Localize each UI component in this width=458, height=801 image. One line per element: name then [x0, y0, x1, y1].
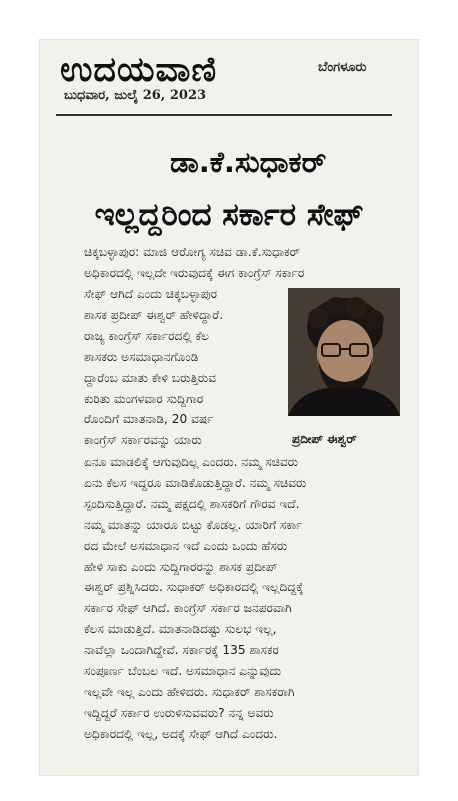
photo-caption: ಪ್ರದೀಪ್ ಈಶ್ವರ್	[292, 432, 357, 446]
portrait-photo	[288, 288, 400, 416]
article-line: ಕಾಂಗ್ರೆಸ್ ಸರ್ಕಾರವನ್ನು ಯಾರು	[84, 433, 202, 448]
headline-line-2: ಇಲ್ಲದ್ದರಿಂದ ಸರ್ಕಾರ ಸೇಫ್	[94, 197, 364, 233]
article-line: ರಾಜ್ಯ ಕಾಂಗ್ರೆಸ್ ಸರ್ಕಾರದಲ್ಲಿ ಕೆಲ	[84, 328, 210, 343]
article-line: ದ್ದಾರೆಂಬ ಮಾತು ಕೇಳಿ ಬರುತ್ತಿರುವ	[84, 370, 217, 385]
article-line: ರದ ಮೇಲೆ ಅಸಮಾಧಾನ ಇದೆ ಎಂದು ಒಂದು ಹೆಸರು	[84, 538, 288, 553]
article-line: ರೊಂದಿಗೆ ಮಾತನಾಡಿ, 20 ವರ್ಷ	[84, 412, 214, 427]
article-line: ಅಧಿಕಾರದಲ್ಲಿ ಇಲ್ಲದೇ ಇರುವುದಕ್ಕೆ ಈಗ ಕಾಂಗ್ರೆಸ್ ಸರ್ಕಾರ	[84, 265, 305, 280]
article-line: ಶಾಸಕರು ಅಸಮಾಧಾನಗೊಂಡಿ	[84, 349, 199, 364]
article-line: ಕೆಲಸ ಮಾಡುತ್ತಿದೆ. ಮಾತನಾಡಿದಷ್ಟು ಸುಲಭ ಇಲ್ಲ,	[84, 622, 277, 637]
headline-line-1: ಡಾ.ಕೆ.ಸುಧಾಕರ್	[170, 145, 327, 179]
article-line: ಇಲ್ಲವೇ ಇಲ್ಲ ಎಂದು ಹೇಳಿದರು. ಸುಧಾಕರ್ ಶಾಸಕರಾಗಿ	[84, 684, 295, 699]
edition-city: ಬೆಂಗಳೂರು	[318, 60, 367, 75]
article-line: ಕುರಿತು ಮಂಗಳವಾರ ಸುದ್ದಿಗಾರ	[84, 391, 204, 406]
article-body-top	[84, 242, 409, 284]
article-line: ಇದ್ದಿದ್ದರೆ ಸರ್ಕಾರ ಉರುಳಿಸುವವರು? ನನ್ನ ಅವರು	[84, 705, 274, 720]
article-line: ಹೇಳಿ ಸಾಕು ಎಂದು ಸುದ್ದಿಗಾರರನ್ನು ಶಾಸಕ ಪ್ರದೀಪ್	[84, 559, 278, 574]
article-line: ನಾವೆಲ್ಲಾ ಒಂದಾಗಿದ್ದೇವೆ. ಸರ್ಕಾರಕ್ಕೆ 135 ಶಾಸಕರ	[84, 643, 279, 658]
article-line: ನಮ್ಮ ಮಾತನ್ನು ಯಾರೂ ಬಿಟ್ಟು ಕೊಡಲ್ಲ. ಯಾರಿಗೆ ಸರ್ಕಾ	[84, 517, 303, 532]
article-line: ಅಧಿಕಾರದಲ್ಲಿ ಇಲ್ಲ, ಅದಕ್ಕೆ ಸೇಫ್ ಆಗಿದೆ ಎಂದರು.	[84, 726, 278, 741]
article-body-bottom	[84, 452, 409, 745]
article-line: ಶಾಸಕ ಪ್ರದೀಪ್ ಈಶ್ವರ್ ಹೇಳಿದ್ದಾರೆ.	[84, 307, 224, 322]
masthead-rule	[56, 114, 392, 116]
article-body-narrow	[84, 284, 280, 451]
article-line: ಸಂಪೂರ್ಣ ಬೆಂಬಲ ಇದೆ. ಅಸಮಾಧಾನ ಎನ್ನುವುದು	[84, 664, 282, 679]
article-line: ಸರ್ಕಾರ ಸೇಫ್ ಆಗಿದೆ. ಕಾಂಗ್ರೆಸ್ ಸರ್ಕಾರ ಜನಪರವಾಗಿ	[84, 601, 292, 616]
article-line: ಸ್ಪಂದಿಸುತ್ತಿದ್ದಾರೆ. ನಮ್ಮ ಪಕ್ಷದಲ್ಲಿ ಶಾಸಕರಿಗೆ ಗೌರವ ಇದೆ.	[84, 496, 300, 511]
article-line: ಈಶ್ವರ್ ಪ್ರಶ್ನಿಸಿದರು. ಸುಧಾಕರ್ ಅಧಿಕಾರದಲ್ಲಿ ಇಲ್ಲದಿದ್ದಕ್ಕೆ	[84, 580, 304, 595]
portrait-image	[288, 288, 400, 416]
article-line: ಏನು ಕೆಲಸ ಇದ್ದರೂ ಮಾಡಿಕೊಡುತ್ತಿದ್ದಾರೆ. ನಮ್ಮ ಸಚಿವರು	[84, 475, 307, 490]
masthead-title: ಉದಯವಾಣಿ	[60, 50, 218, 90]
article-line: ಸೇಫ್ ಆಗಿದೆ ಎಂದು ಚಿಕ್ಕಬಳ್ಳಾಪುರ	[84, 287, 218, 301]
edition-date: ಬುಧವಾರ, ಜುಲೈ 26, 2023	[64, 88, 207, 103]
article-line: ಚಿಕ್ಕಬಳ್ಳಾಪುರ: ಮಾಜಿ ಆರೋಗ್ಯ ಸಚಿವ ಡಾ.ಕೆ.ಸುಧಾಕರ್	[84, 245, 301, 259]
article-line: ಏನೂ ಮಾಡಲಿಕ್ಕೆ ಆಗುವುದಿಲ್ಲ ಎಂದರು. ನಮ್ಮ ಸಚಿವರು	[84, 455, 299, 469]
